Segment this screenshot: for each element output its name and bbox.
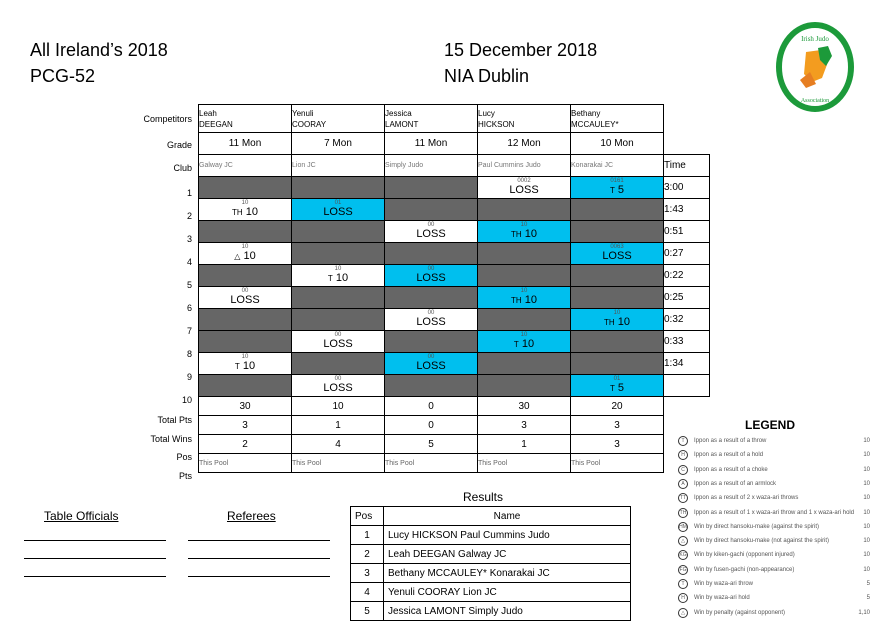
legend-value: 10 xyxy=(863,566,870,573)
bout-time xyxy=(664,375,710,397)
bout-result: LOSS xyxy=(416,316,446,328)
competitor-pts-this-pool: This Pool xyxy=(385,454,478,473)
bout-number: 2 xyxy=(186,211,192,221)
competitor-name xyxy=(571,105,664,133)
bout-number: 6 xyxy=(186,303,192,313)
bout-result: LOSS xyxy=(323,338,353,350)
event-venue: NIA Dublin xyxy=(444,66,530,86)
svg-text:Association: Association xyxy=(800,98,830,104)
results-row xyxy=(351,545,631,564)
legend-icon: C xyxy=(678,465,688,475)
win-type-icon: TH xyxy=(511,296,522,305)
bout-score-detail: 10 xyxy=(520,288,528,294)
time-header: Time xyxy=(664,155,710,177)
competitor-total-pts: 20 xyxy=(571,397,664,416)
bout-cell xyxy=(199,221,292,243)
bout-cell xyxy=(292,309,385,331)
legend-icon: △ xyxy=(678,536,688,546)
bout-score-detail: 00 xyxy=(427,354,435,360)
competitor-last-name: HICKSON xyxy=(478,119,515,129)
legend-value: 10 xyxy=(863,495,870,502)
bout-cell xyxy=(292,177,385,199)
bout-result: 10 xyxy=(242,360,256,372)
bout-cell xyxy=(571,177,664,199)
competitor-name xyxy=(478,105,571,133)
bout-cell xyxy=(292,353,385,375)
competitor-club: Paul Cummins Judo xyxy=(478,155,571,177)
legend-text: Ippon as a result of a choke xyxy=(694,466,768,473)
competitor-grade: 12 Mon xyxy=(478,133,571,155)
legend-value: 10 xyxy=(863,509,870,516)
legend-icon: TT xyxy=(679,495,687,502)
bout-time: 0:22 xyxy=(664,265,710,287)
legend-text: Win by direct hansoku-make (not against the spirit) xyxy=(694,538,830,545)
bout-cell xyxy=(385,221,478,243)
bout-cell xyxy=(292,243,385,265)
bout-cell xyxy=(199,353,292,375)
legend-text: Win by kiken-gachi (opponent injured) xyxy=(694,552,795,559)
bout-cell xyxy=(571,243,664,265)
competitor-first-name: Jessica xyxy=(385,108,412,118)
bout-cell xyxy=(571,353,664,375)
legend-item xyxy=(676,522,876,536)
legend-value: 5 xyxy=(866,595,870,602)
competitor-total-pts: 30 xyxy=(478,397,571,416)
legend-text: Win by fusen-gachi (non-appearance) xyxy=(694,566,795,573)
label-club: Club xyxy=(173,163,192,173)
irish-judo-logo xyxy=(776,22,854,112)
bout-score-detail: 10 xyxy=(520,222,528,228)
competitor-name xyxy=(199,105,292,133)
competitor-total-wins: 0 xyxy=(385,416,478,435)
bout-cell xyxy=(478,287,571,309)
bout-cell xyxy=(292,221,385,243)
competitor-first-name: Bethany xyxy=(571,108,601,118)
competitor-first-name: Leah xyxy=(199,108,217,118)
win-type-icon: TH xyxy=(604,318,615,327)
legend-icon: TH xyxy=(679,509,687,516)
label-total-pts: Total Pts xyxy=(157,415,192,425)
bout-cell xyxy=(385,331,478,353)
competitor-club: Konarakai JC xyxy=(571,155,664,177)
bout-score-detail: 00 xyxy=(334,332,342,338)
bout-result: LOSS xyxy=(416,272,446,284)
bout-score-detail: 10 xyxy=(241,244,249,250)
bout-number: 1 xyxy=(186,188,192,198)
competitor-pos: 2 xyxy=(199,435,292,454)
competitor-total-wins: 3 xyxy=(199,416,292,435)
results-table xyxy=(350,506,631,621)
competitor-total-pts: 10 xyxy=(292,397,385,416)
bout-cell xyxy=(292,331,385,353)
bout-cell xyxy=(478,309,571,331)
win-type-icon: △ xyxy=(234,252,241,261)
win-type-icon: TH xyxy=(511,230,522,239)
legend-item xyxy=(676,479,876,493)
legend-value: 10 xyxy=(863,552,870,559)
results-row xyxy=(351,564,631,583)
competitor-first-name: Lucy xyxy=(478,108,495,118)
bout-score-detail: 10 xyxy=(520,332,528,338)
legend-icon: H xyxy=(678,593,688,603)
bout-cell xyxy=(199,265,292,287)
legend-icon: HM xyxy=(679,523,687,530)
bout-cell xyxy=(478,265,571,287)
bout-cell xyxy=(478,177,571,199)
results-pos-header: Pos xyxy=(351,507,384,526)
bout-cell xyxy=(478,199,571,221)
legend-icon: T xyxy=(678,579,688,589)
pool-title: PCG-52 xyxy=(30,66,96,86)
bout-result: LOSS xyxy=(416,228,446,240)
bout-result: LOSS xyxy=(323,382,353,394)
legend-value: 10 xyxy=(863,466,870,473)
competitor-pts-this-pool: This Pool xyxy=(292,454,385,473)
bout-result: 10 xyxy=(524,294,537,306)
competitor-total-pts: 0 xyxy=(385,397,478,416)
bout-cell xyxy=(199,199,292,221)
legend-text: Win by waza-ari throw xyxy=(694,581,754,587)
signature-line xyxy=(24,540,166,541)
competitor-last-name: COORAY xyxy=(292,119,327,129)
referees-label: Referees xyxy=(227,509,276,523)
result-pos: 1 xyxy=(351,526,384,545)
bout-score-detail: 10 xyxy=(241,200,249,206)
bout-cell xyxy=(292,287,385,309)
legend-value: 10 xyxy=(863,480,870,487)
bout-result: 5 xyxy=(617,382,625,394)
bout-time: 0:51 xyxy=(664,221,710,243)
legend-text: Win by waza-ari hold xyxy=(694,595,750,602)
bout-result: LOSS xyxy=(416,360,446,372)
competitor-pts-this-pool: This Pool xyxy=(199,454,292,473)
competitor-total-wins: 3 xyxy=(478,416,571,435)
bout-result: LOSS xyxy=(602,250,632,262)
win-type-icon: T xyxy=(513,340,519,349)
legend-icon: A xyxy=(678,479,688,489)
label-pos: Pos xyxy=(176,452,192,462)
bout-cell xyxy=(385,265,478,287)
bout-cell xyxy=(571,309,664,331)
bout-result: LOSS xyxy=(323,206,353,218)
legend-item xyxy=(676,579,876,593)
win-type-icon: T xyxy=(327,274,333,283)
competitor-pos: 1 xyxy=(478,435,571,454)
result-name: Bethany MCCAULEY* Konarakai JC xyxy=(384,564,631,583)
results-row xyxy=(351,602,631,621)
bout-time: 0:32 xyxy=(664,309,710,331)
competitor-grade: 11 Mon xyxy=(385,133,478,155)
label-grade: Grade xyxy=(166,140,192,150)
legend-item xyxy=(676,465,876,479)
bout-result: LOSS xyxy=(230,294,260,306)
legend-text: Ippon as a result of an armlock xyxy=(694,480,777,487)
bout-result: 10 xyxy=(617,316,630,328)
bout-cell xyxy=(199,375,292,397)
win-type-icon: T xyxy=(234,362,240,371)
legend-item xyxy=(676,536,876,550)
bout-score-detail: 01 xyxy=(334,200,342,206)
bout-score-detail: 00 xyxy=(334,376,342,382)
competitor-last-name: MCCAULEY* xyxy=(571,119,619,129)
result-name: Yenuli COORAY Lion JC xyxy=(384,583,631,602)
bout-cell xyxy=(571,331,664,353)
bout-cell xyxy=(478,331,571,353)
legend-text: Win by direct hansoku-make (against the spirit) xyxy=(694,523,820,530)
result-pos: 3 xyxy=(351,564,384,583)
competitor-pts-this-pool: This Pool xyxy=(478,454,571,473)
legend-value: 10 xyxy=(863,538,870,545)
competitor-grade: 10 Mon xyxy=(571,133,664,155)
competitor-pos: 5 xyxy=(385,435,478,454)
svg-text:Irish Judo: Irish Judo xyxy=(801,35,829,43)
bout-time: 0:33 xyxy=(664,331,710,353)
legend-value: 5 xyxy=(866,581,870,587)
competitor-first-name: Yenuli xyxy=(292,108,314,118)
bout-result: 10 xyxy=(243,250,256,262)
bout-cell xyxy=(571,287,664,309)
bout-cell xyxy=(199,309,292,331)
result-pos: 4 xyxy=(351,583,384,602)
bout-result: 10 xyxy=(335,272,349,284)
legend-value: 1,10 xyxy=(858,609,870,616)
competitor-total-wins: 1 xyxy=(292,416,385,435)
bout-cell xyxy=(571,375,664,397)
signature-line xyxy=(188,576,330,577)
legend-item xyxy=(676,508,876,522)
win-type-icon: T xyxy=(609,186,615,195)
competitor-club: Lion JC xyxy=(292,155,385,177)
bout-result: LOSS xyxy=(509,184,539,196)
bout-cell xyxy=(571,199,664,221)
legend-icon: H xyxy=(678,450,688,460)
result-pos: 2 xyxy=(351,545,384,564)
bout-cell xyxy=(385,177,478,199)
bout-cell xyxy=(478,221,571,243)
result-name: Lucy HICKSON Paul Cummins Judo xyxy=(384,526,631,545)
bout-result: 5 xyxy=(617,184,625,196)
bout-cell xyxy=(199,331,292,353)
competitor-name xyxy=(292,105,385,133)
legend-item xyxy=(676,565,876,579)
label-competitors: Competitors xyxy=(143,114,192,124)
results-row xyxy=(351,583,631,602)
bout-result: 10 xyxy=(524,228,537,240)
legend-item xyxy=(676,436,876,450)
bout-number: 10 xyxy=(181,395,192,405)
signature-line xyxy=(24,576,166,577)
legend-text: Ippon as a result of 1 x waza-ari throw and 1 x waza-ari hold xyxy=(694,509,855,516)
bout-result: 10 xyxy=(245,206,258,218)
bout-score-detail: 01 xyxy=(613,376,621,382)
legend-icon: T xyxy=(678,436,688,446)
bout-cell xyxy=(385,199,478,221)
competitor-grade: 11 Mon xyxy=(199,133,292,155)
bout-cell xyxy=(292,199,385,221)
bout-number: 5 xyxy=(186,280,192,290)
legend-value: 10 xyxy=(863,523,870,530)
bout-number: 3 xyxy=(186,234,192,244)
bout-number: 9 xyxy=(186,372,192,382)
bout-score-detail: 00 xyxy=(427,266,435,272)
legend-icon: KG xyxy=(679,552,687,559)
competitor-club: Galway JC xyxy=(199,155,292,177)
win-type-icon: TH xyxy=(232,208,243,217)
bout-time: 0:27 xyxy=(664,243,710,265)
bout-cell xyxy=(385,353,478,375)
bout-score-detail: 00 xyxy=(427,310,435,316)
legend-text: Win by penalty (against opponent) xyxy=(694,609,786,616)
legend-text: Ippon as a result of a throw xyxy=(694,438,767,444)
bout-score-detail: 0161 xyxy=(610,178,624,184)
bout-number: 8 xyxy=(186,349,192,359)
label-total-wins: Total Wins xyxy=(150,434,192,444)
competitor-last-name: LAMONT xyxy=(385,119,419,129)
competitor-total-pts: 30 xyxy=(199,397,292,416)
signature-line xyxy=(188,540,330,541)
bout-score-detail: 10 xyxy=(334,266,342,272)
bout-time: 1:34 xyxy=(664,353,710,375)
bout-score-detail: 00 xyxy=(241,288,249,294)
legend-item xyxy=(676,550,876,564)
competitor-pos: 4 xyxy=(292,435,385,454)
legend-title: LEGEND xyxy=(745,418,796,432)
results-row xyxy=(351,526,631,545)
bout-cell xyxy=(292,375,385,397)
result-pos: 5 xyxy=(351,602,384,621)
bout-number: 7 xyxy=(186,326,192,336)
legend-item xyxy=(676,593,876,607)
bout-cell xyxy=(385,375,478,397)
bout-cell xyxy=(571,221,664,243)
result-name: Leah DEEGAN Galway JC xyxy=(384,545,631,564)
legend-text: Ippon as a result of 2 x waza-ari throws xyxy=(694,495,799,502)
bout-cell xyxy=(385,243,478,265)
signature-line xyxy=(24,558,166,559)
competitor-total-wins: 3 xyxy=(571,416,664,435)
label-pts: Pts xyxy=(178,471,192,481)
event-title: All Ireland’s 2018 xyxy=(30,40,168,60)
results-title: Results xyxy=(463,490,504,504)
bout-time: 3:00 xyxy=(664,177,710,199)
legend-value: 10 xyxy=(863,438,870,444)
competitor-club: Simply Judo xyxy=(385,155,478,177)
bout-cell xyxy=(199,287,292,309)
bout-score-detail: 00 xyxy=(427,222,435,228)
bout-score-detail: 10 xyxy=(241,354,249,360)
bout-cell xyxy=(571,265,664,287)
bout-score-detail: 10 xyxy=(613,310,621,316)
bout-result: 10 xyxy=(521,338,535,350)
bout-cell xyxy=(199,177,292,199)
bout-cell xyxy=(199,243,292,265)
legend-item xyxy=(676,493,876,507)
legend-value: 10 xyxy=(863,452,870,459)
pool-grid xyxy=(198,104,710,473)
bout-cell xyxy=(478,353,571,375)
win-type-icon: T xyxy=(609,384,615,393)
bout-cell xyxy=(478,375,571,397)
legend-item xyxy=(676,608,876,622)
competitor-last-name: DEEGAN xyxy=(199,119,233,129)
bout-cell xyxy=(385,287,478,309)
competitor-pts-this-pool: This Pool xyxy=(571,454,664,473)
bout-cell xyxy=(478,243,571,265)
bout-cell xyxy=(292,265,385,287)
result-name: Jessica LAMONT Simply Judo xyxy=(384,602,631,621)
legend-item xyxy=(676,450,876,464)
event-date: 15 December 2018 xyxy=(444,40,598,60)
competitor-pos: 3 xyxy=(571,435,664,454)
bout-time: 1:43 xyxy=(664,199,710,221)
legend-text: Ippon as a result of a hold xyxy=(694,452,764,459)
bout-number: 4 xyxy=(186,257,192,267)
signature-line xyxy=(188,558,330,559)
legend-icon: △ xyxy=(678,608,688,618)
bout-cell xyxy=(385,309,478,331)
bout-time: 0:25 xyxy=(664,287,710,309)
competitor-grade: 7 Mon xyxy=(292,133,385,155)
results-name-header: Name xyxy=(384,507,631,526)
competitor-name xyxy=(385,105,478,133)
bout-score-detail: 0002 xyxy=(517,178,531,184)
table-officials-label: Table Officials xyxy=(44,509,119,523)
bout-score-detail: 0063 xyxy=(610,244,624,250)
legend-icon: FG xyxy=(679,566,687,573)
